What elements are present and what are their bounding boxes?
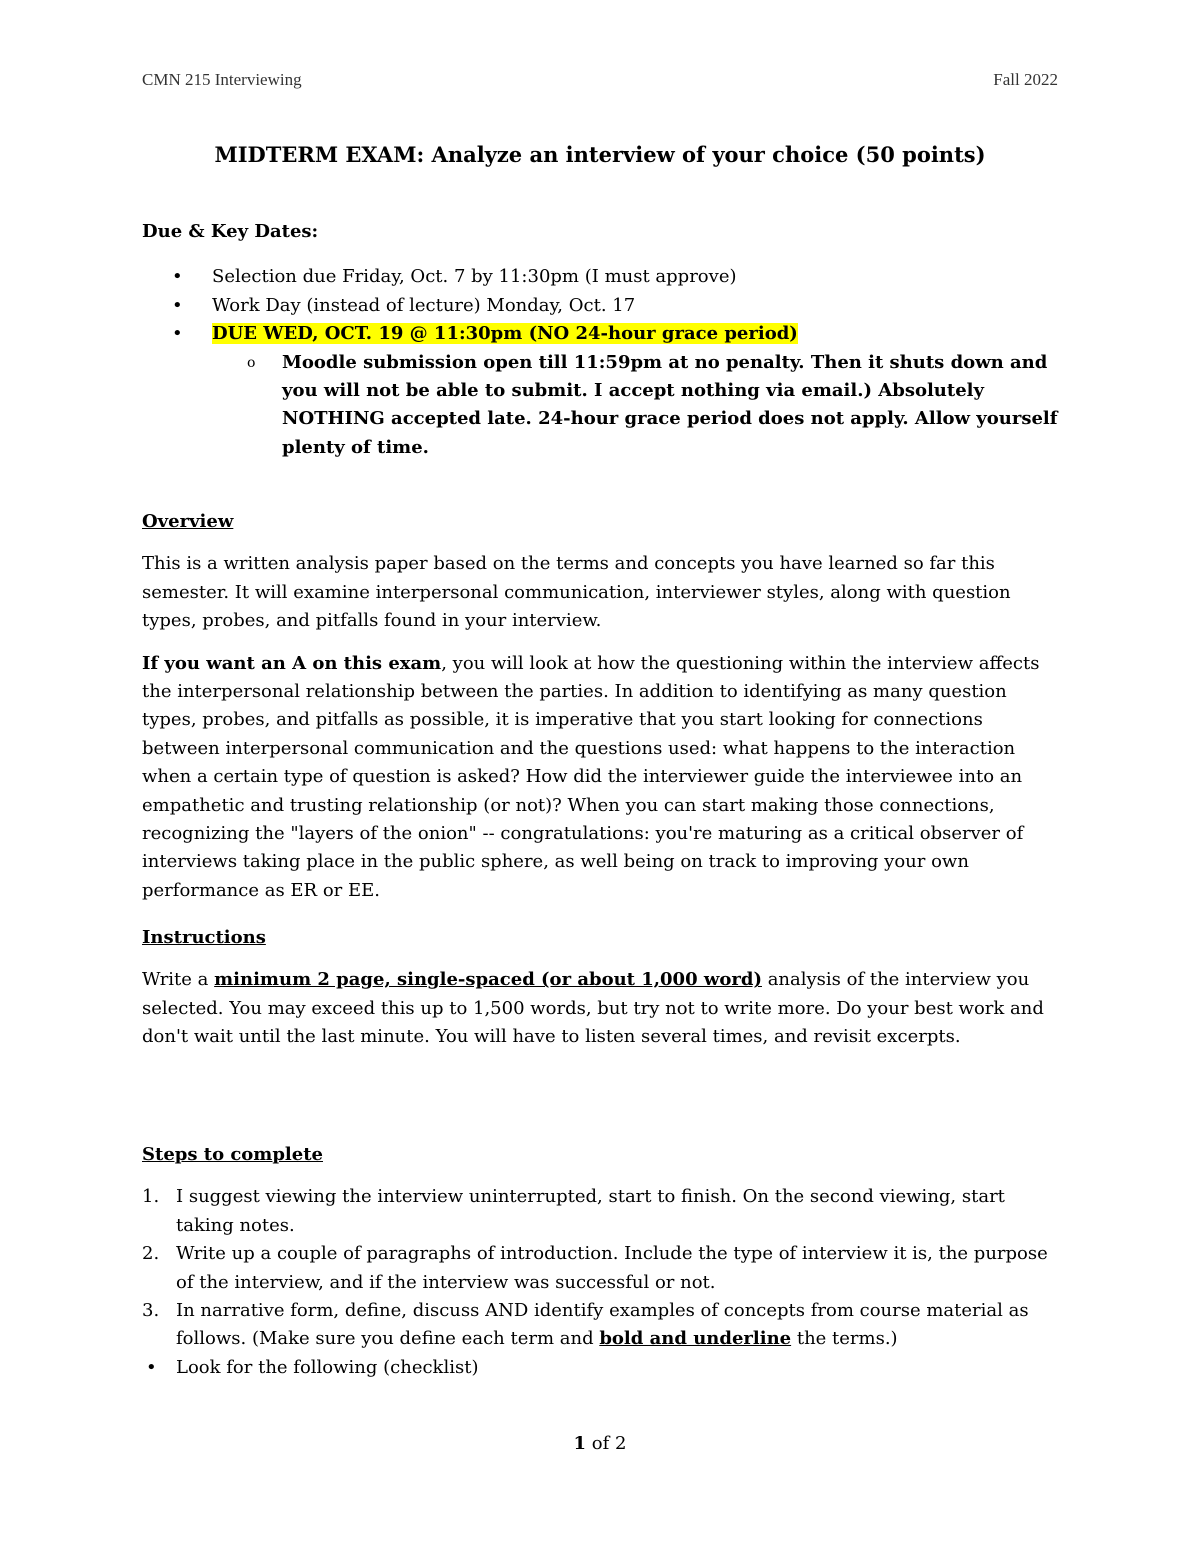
page-number: 1 <box>573 1433 587 1454</box>
overview-section <box>142 508 1062 905</box>
checklist-item: • Look for the following (checklist) <box>142 1354 1062 1382</box>
dates-sublist <box>142 349 1062 463</box>
steps-section <box>142 1141 1062 1382</box>
step-item: 3. In narrative form, define, discuss AND identify examples of concepts from course material as follows. (Make sure you define each term and bold and underline the terms.) <box>142 1300 1029 1350</box>
dates-list <box>142 263 1062 348</box>
overview-heading: Overview <box>142 511 234 532</box>
dates-section <box>142 218 1062 462</box>
title-rest: Analyze an interview of your choice (50 points) <box>424 142 986 167</box>
page-title <box>0 142 1200 167</box>
page-total: of 2 <box>586 1433 627 1454</box>
date-item: • Selection due Friday, Oct. 7 by 11:30pm (I must approve) <box>142 263 1062 291</box>
bullet-icon: • <box>172 323 183 345</box>
header-term: Fall 2022 <box>993 70 1058 89</box>
instructions-para: Write a minimum 2 page, single-spaced (or about 1,000 word) analysis of the interview you selected. You may exceed this up to 1,500 words, but try not to write more. Do your best work and don't wait until the last minute. You will have to listen several times, and revisit excerpts. <box>142 969 1044 1048</box>
bullet-icon: • <box>172 294 183 316</box>
overview-para1: This is a written analysis paper based on the terms and concepts you have learned so far this semester. It will examine interpersonal communication, interviewer styles, along with question types, probes, and pitfalls found in your interview. <box>142 553 1011 632</box>
title-bold: MIDTERM EXAM: <box>214 142 425 167</box>
overview-para2: If you want an A on this exam, you will look at how the questioning within the interview affects the interpersonal relationship between the parties. In addition to identifying as many question types, probes, and pitfalls as possible, it is imperative that you start looking for connections between interpersonal communication and the questions used: what happens to the interaction when a certain type of question is asked? How did the interviewer guide the interviewee into an empathetic and trusting relationship (or not)? When you can start making those connections, recognizing the "layers of the onion" -- congratulations: you're maturing as a critical observer of interviews taking place in the public sphere, as well being on track to improving your own performance as ER or EE. <box>142 652 1040 901</box>
dates-heading: Due & Key Dates: <box>142 221 319 242</box>
date-item: • Work Day (instead of lecture) Monday, Oct. 17 <box>142 292 1062 320</box>
date-item-due <box>142 320 1062 348</box>
instructions-section <box>142 924 1062 1052</box>
circle-bullet-icon: o <box>247 354 256 371</box>
page-footer <box>0 1433 1200 1454</box>
bullet-icon: • <box>146 1356 157 1378</box>
steps-list <box>142 1183 1062 1382</box>
step-item: 2. Write up a couple of paragraphs of introduction. Include the type of interview it is, the purpose of the interview, and if the interview was successful or not. <box>142 1243 1048 1293</box>
date-subitem: o Moodle submission open till 11:59pm at no penalty. Then it shuts down and you will not be able to submit. I accept nothing via email.) Absolutely NOTHING accepted late. 24-hour grace period does not apply. Allow yourself plenty of time. <box>212 349 1062 463</box>
instructions-heading: Instructions <box>142 927 266 948</box>
header-course: CMN 215 Interviewing <box>142 70 302 89</box>
due-highlight: DUE WED, OCT. 19 @ 11:30pm (NO 24-hour grace period) <box>212 323 798 345</box>
step-item: 1. I suggest viewing the interview uninterrupted, start to finish. On the second viewing, start taking notes. <box>142 1186 1005 1236</box>
steps-heading: Steps to complete <box>142 1144 323 1165</box>
bullet-icon: • <box>172 266 183 288</box>
